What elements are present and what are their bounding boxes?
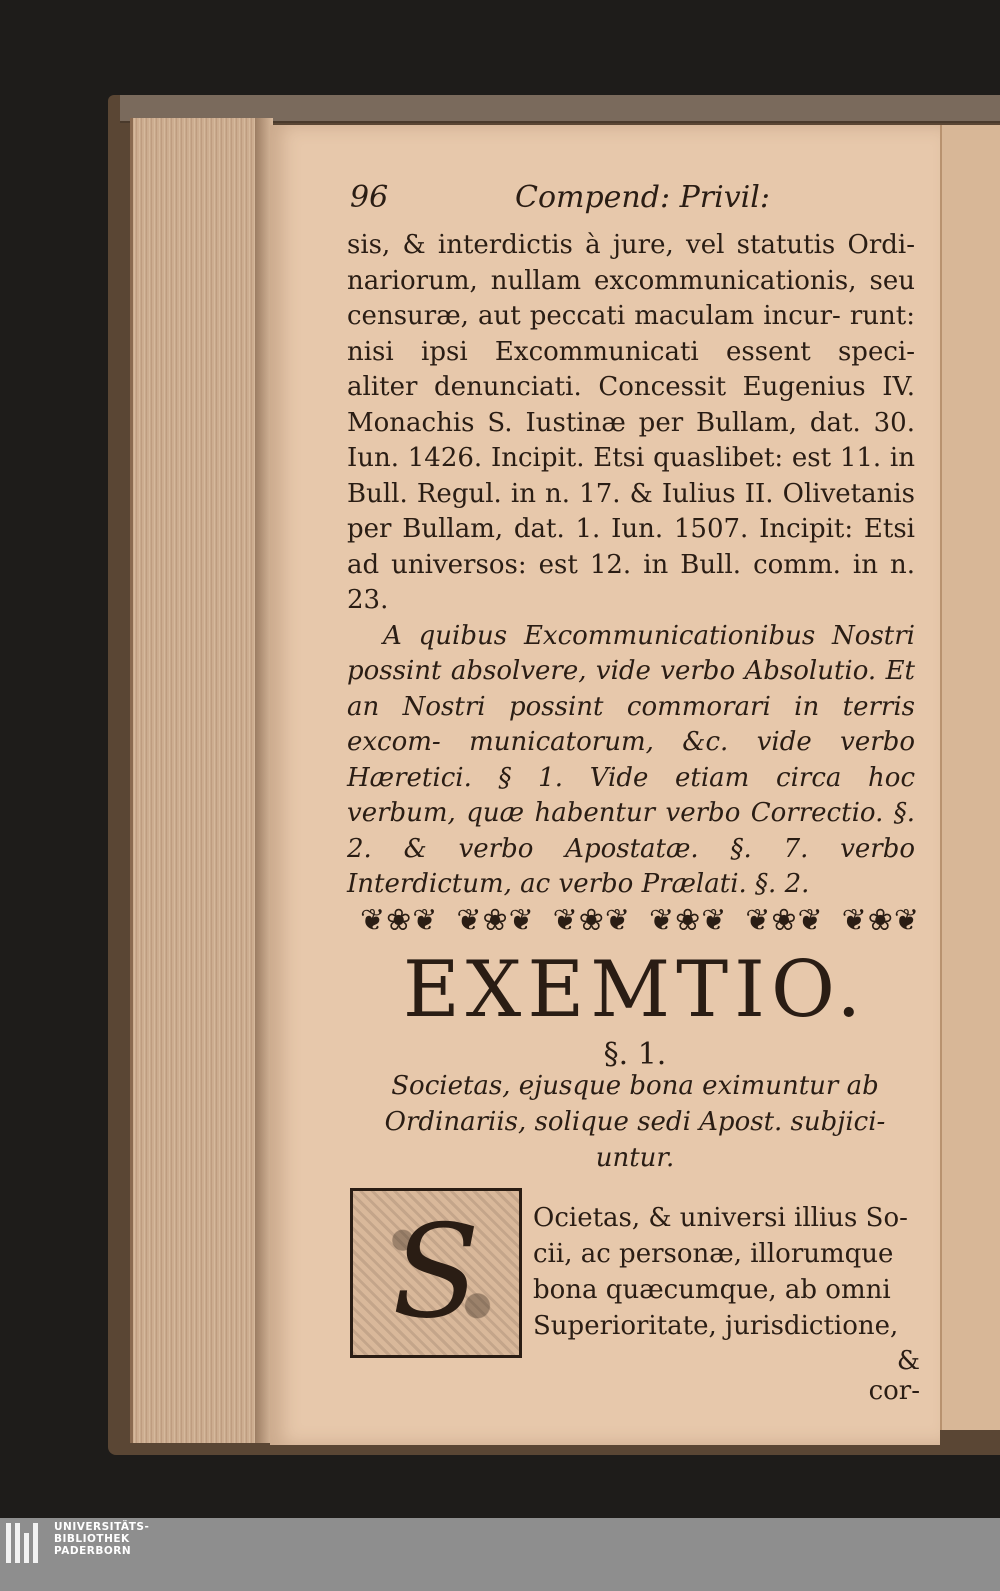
text-line: verbo Correctio. §. 2. & verbo Apostatæ. §. [347, 798, 916, 864]
facing-page-edge [940, 125, 1000, 1430]
opening-paragraph [533, 1200, 918, 1344]
decorated-initial [350, 1188, 522, 1358]
section-number: §. 1. [603, 1037, 667, 1072]
text-line: an Nostri possint commorari in terris excom- [347, 691, 915, 757]
text-line: sis, & interdictis à jure, vel statutis Ordi- [347, 230, 915, 260]
library-logo-icon [6, 1523, 46, 1563]
text-line: nariorum, nullam excommunicationis, [347, 265, 857, 296]
text-line: 7. verbo Interdictum, ac verbo Prælati. §. 2. [347, 833, 916, 899]
summary-line: Societas, ejusque bona eximuntur ab [391, 1071, 879, 1101]
library-name-line: PADERBORN [54, 1545, 132, 1557]
text-line: cii, ac personæ, illorumque [533, 1239, 894, 1269]
section-summary [350, 1068, 920, 1176]
ornament-icon: ❦❀❦ [745, 902, 824, 938]
text-line: Bull. comm. in n. 23. [347, 549, 915, 615]
ornament-icon: ❦❀❦ [841, 902, 920, 938]
summary-line: Ordinariis, solique sedi Apost. subjici- [384, 1107, 886, 1137]
text-line: A quibus Excommunicationibus Nostri [383, 620, 915, 651]
text-line: seu censuræ, aut peccati maculam incur- [347, 265, 916, 331]
library-name-line: BIBLIOTHEK [54, 1533, 130, 1545]
text-line: Vide etiam circa hoc verbum, quæ habentur [347, 762, 916, 828]
text-line: Superioritate, jurisdictione, [533, 1311, 899, 1341]
paragraph-2 [347, 619, 915, 903]
ornament-icon: ❦❀❦ [456, 902, 535, 938]
text-line: Iun. 1426. Incipit. Etsi quaslibet: est [347, 443, 832, 473]
text-line: Monachis S. Iustinæ per Bullam, dat. 30. [347, 407, 915, 438]
library-name-line: UNIVERSITÄTS- [54, 1521, 150, 1533]
page-edges [130, 118, 258, 1443]
library-name [54, 1521, 254, 1557]
text-line: 11. in Bull. Regul. in n. 17. & Iulius II. [347, 443, 915, 509]
text-line: aliter denunciati. Concessit Eugenius IV. [347, 372, 915, 402]
running-head: Compend: Privil: [515, 180, 770, 215]
text-line: bona quæcumque, ab omni [533, 1275, 891, 1305]
ornament-band [360, 898, 920, 942]
initial-letter: S [392, 1198, 480, 1347]
summary-line: untur. [595, 1143, 675, 1173]
section-title: EXEMTIO. [402, 945, 868, 1035]
text-line: Olivetanis per Bullam, dat. 1. Iun. 1507. [347, 478, 915, 544]
body-text [347, 228, 915, 903]
ornament-icon: ❦❀❦ [360, 902, 439, 938]
text-line: possint absolvere, vide verbo Absolutio. Et [347, 656, 915, 686]
text-line: municatorum, &c. vide verbo Hæretici. § 1. [347, 727, 915, 793]
paragraph-1 [347, 228, 915, 619]
page-header [350, 180, 930, 224]
page-number: 96 [350, 180, 389, 215]
ornament-icon: ❦❀❦ [552, 902, 632, 938]
ornament-icon: ❦❀❦ [648, 902, 728, 938]
catchword: & cor- [868, 1346, 920, 1406]
text-line: Incipit: Etsi ad universos: est 12. in [347, 514, 915, 580]
text-line: Ocietas, & universi illius So- [533, 1203, 908, 1233]
text-line: runt: nisi ipsi Excommunicati essent speci- [347, 301, 915, 367]
